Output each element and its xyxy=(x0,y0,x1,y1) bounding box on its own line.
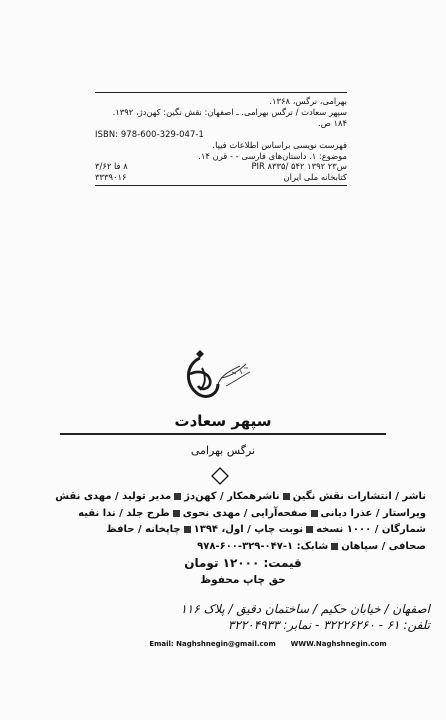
catalog-title: سپهر سعادت / نرگس بهرامی. ـ اصفهان: نقش نگین: کهن‌دژ، ۱۳۹۲. xyxy=(112,106,347,117)
credit-print-run: شمارگان / ۱۰۰۰ نسخه xyxy=(316,524,426,536)
catalog-top-rule xyxy=(95,92,347,93)
credit-edition: نوبت چاپ / اول، ۱۳۹۴ xyxy=(193,524,304,536)
credit-publisher: ناشر / انتشارات نقش نگین xyxy=(292,491,426,502)
square-bullet-icon xyxy=(306,526,313,533)
catalog-classification-row xyxy=(95,161,347,172)
square-bullet-icon xyxy=(311,510,318,517)
catalog-fipa: فهرست نویسی براساس اطلاعات فیپا. xyxy=(212,139,347,150)
credit-printing-house: چاپخانه / حافظ xyxy=(106,524,181,536)
credit-production-manager: مدیر تولید / مهدی نقش xyxy=(55,491,172,502)
square-bullet-icon xyxy=(174,493,181,500)
credit-binding: صحافی / سپاهان xyxy=(341,540,426,552)
square-bullet-icon xyxy=(184,526,191,533)
copyright-notice: حق چاپ محفوظ xyxy=(200,573,286,586)
book-price: قیمت: ۱۲۰۰۰ تومان xyxy=(184,556,302,571)
catalog-author: بهرامی، نرگس، ۱۳۶۸. xyxy=(269,96,347,106)
address-block xyxy=(120,601,430,633)
cataloging-block xyxy=(95,96,347,183)
book-title: سپهر سعادت xyxy=(174,412,272,430)
diamond-ornament-icon xyxy=(211,467,229,485)
square-bullet-icon xyxy=(173,510,180,517)
credit-co-publisher: ناشرهمکار / کهن‌دژ xyxy=(184,491,280,502)
catalog-bottom-rule xyxy=(95,185,347,186)
catalog-pages: ۱۸۴ ص. xyxy=(318,117,347,128)
email-text: Email: Naghshnegin@gmail.com xyxy=(149,640,276,648)
credit-editor: ویراستار / عذرا دیانی xyxy=(320,507,426,519)
credits-line-2 xyxy=(20,506,426,523)
catalog-library: کتابخانه ملی ایران xyxy=(283,172,347,183)
address-line: اصفهان / خیابان حکیم / ساختمان دقیق / پلاک ۱۱۶ xyxy=(180,602,430,616)
phone-fax-line: تلفن: ۶۱ - ۳۲۲۲۶۲۶۰ - نمابر: ۳۲۲۰۴۹۳۳ xyxy=(227,618,430,632)
catalog-isbn: ISBN: 978-600-329-047-1 xyxy=(95,128,204,139)
website-text: WWW.Naghshnegin.com xyxy=(290,640,387,648)
credit-cover-design: طرح جلد / ندا نقیه xyxy=(78,507,170,519)
credits-line-3 xyxy=(20,522,426,539)
catalog-library-row xyxy=(95,172,347,183)
square-bullet-icon xyxy=(331,543,338,550)
credits-block xyxy=(20,489,426,589)
catalog-library-number: ۳۳۳۹۰۱۶ xyxy=(95,172,127,183)
contact-line xyxy=(110,640,426,648)
square-bullet-icon xyxy=(283,493,290,500)
credit-typesetting: صفحه‌آرایی / مهدی نحوی xyxy=(182,507,308,519)
credits-line-4 xyxy=(20,539,426,556)
title-underline xyxy=(60,433,386,435)
book-author: نرگس بهرامی xyxy=(190,444,256,457)
catalog-pir: PIR ۸۳۳۵/ ۵۴۲ ۱۳۹۲ س۲۳ xyxy=(251,161,347,172)
credit-isbn: شابک: ۱-۰۴۷-۳۲۹-۶۰۰-۹۷۸ xyxy=(197,540,329,552)
credits-line-1 xyxy=(20,489,426,506)
publisher-logo xyxy=(176,350,266,402)
catalog-dewey: ۸ فا ۳/۶۲ xyxy=(95,161,128,172)
catalog-subject: موضوع: ۱. داستان‌های فارسی - - قرن ۱۴. xyxy=(198,150,347,161)
